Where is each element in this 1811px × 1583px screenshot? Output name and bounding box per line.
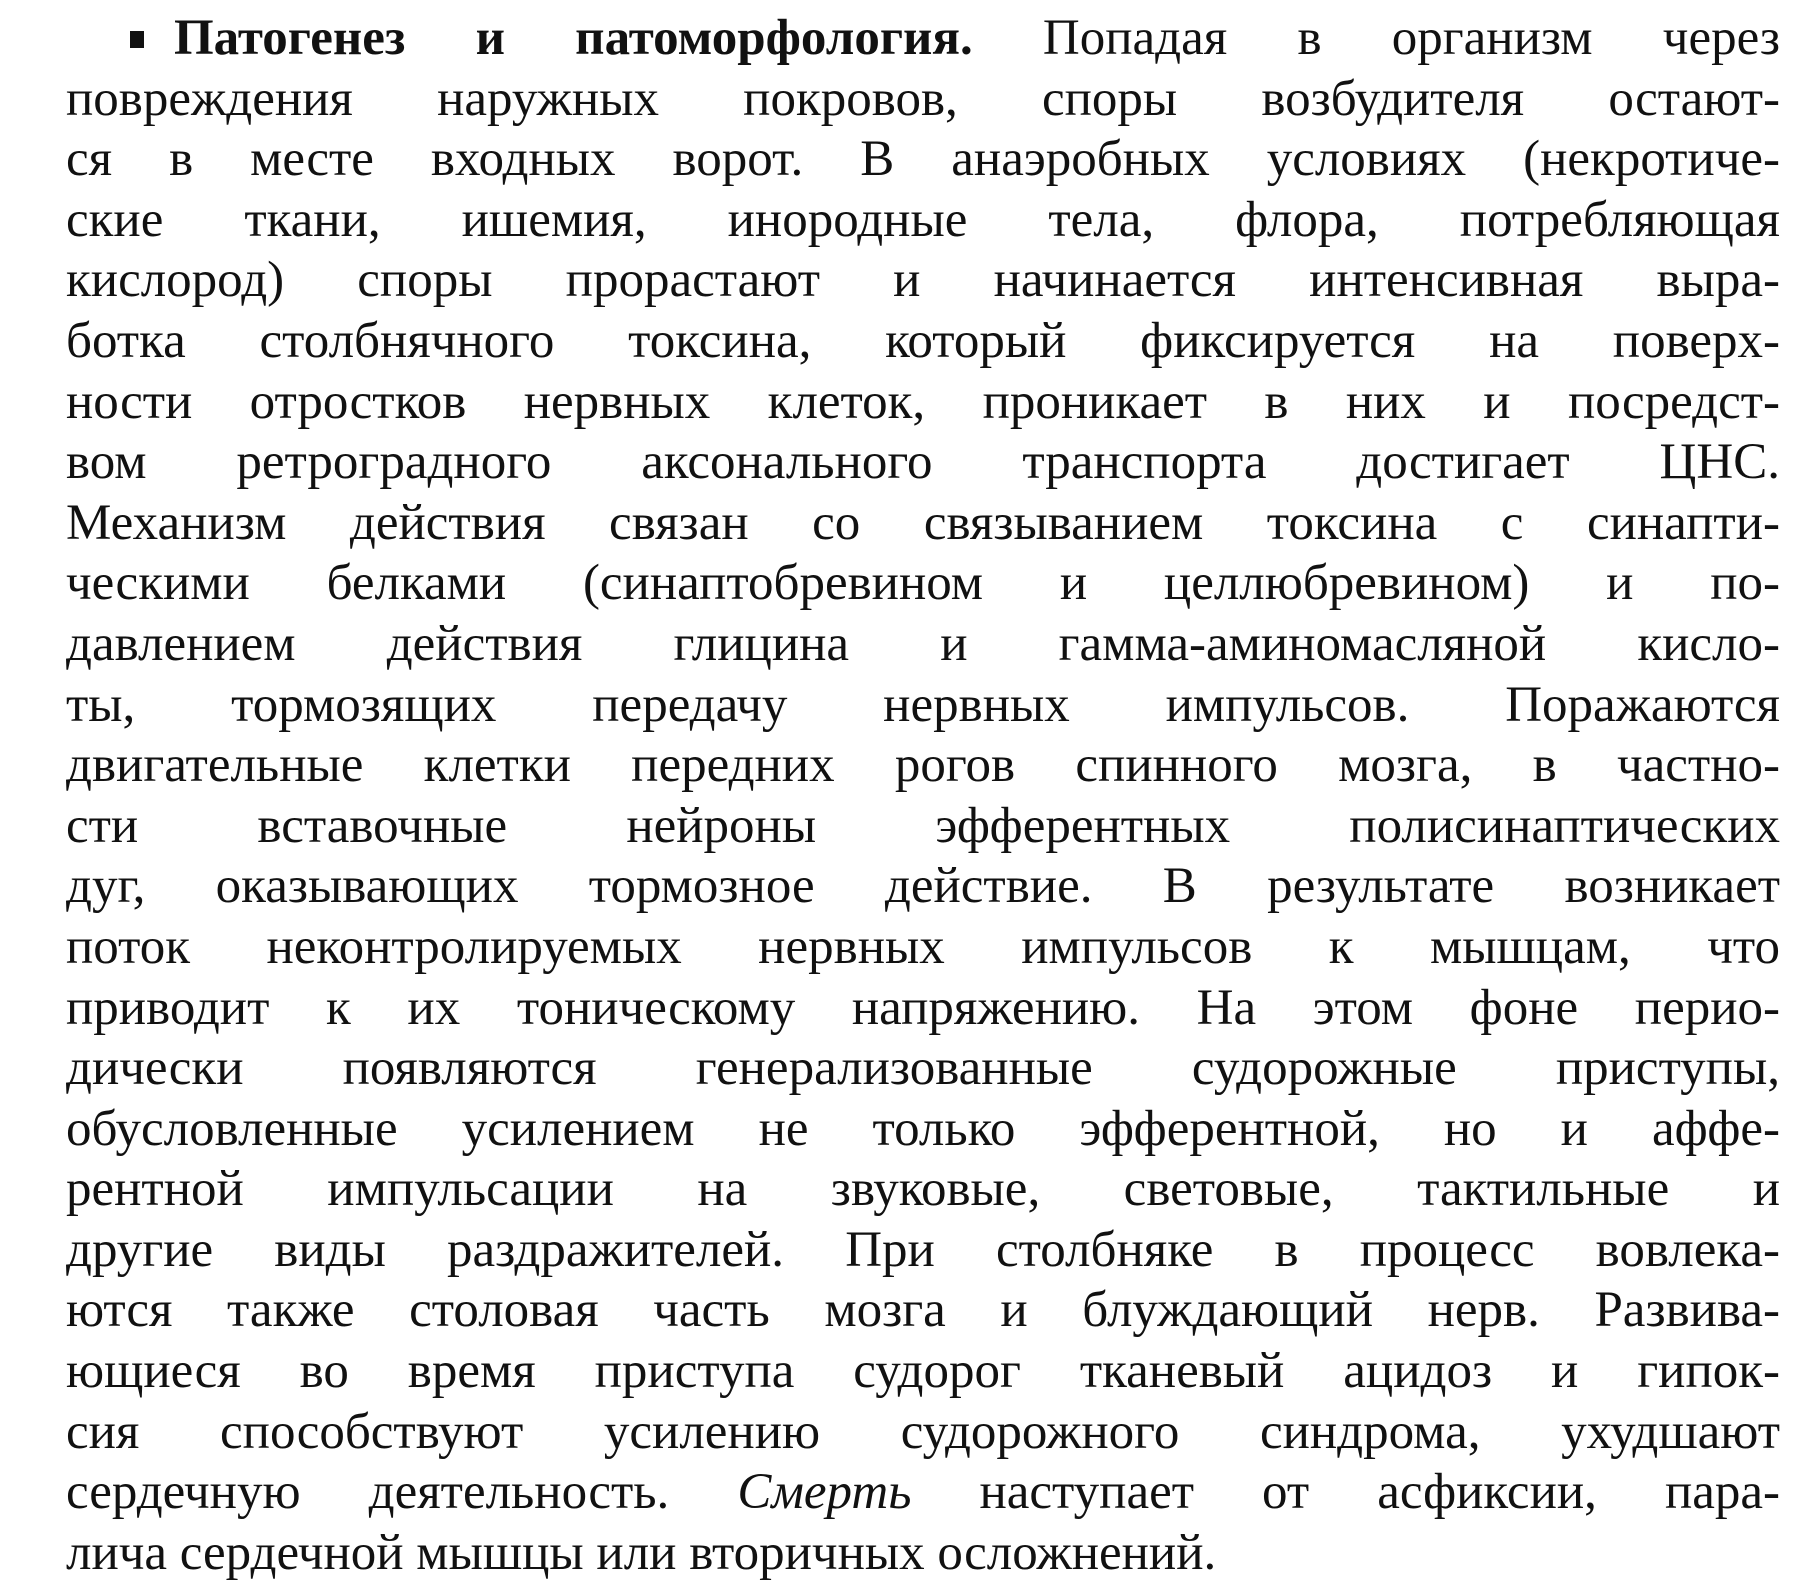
text-line-14: сти вставочные нейроны эфферентных полисинаптических	[66, 797, 1780, 854]
text-line-17: приводит к их тоническому напряжению. На этом фоне перио-	[66, 979, 1780, 1036]
text-line-11: давлением действия глицина и гамма-аминомасляной кисло-	[66, 615, 1780, 672]
text-line-5: кислород) споры прорастают и начинается интенсивная выра-	[66, 252, 1780, 309]
pathogenesis-paragraph	[66, 8, 1780, 1583]
text-line-22: ются также столовая часть мозга и блуждающий нерв. Развива-	[66, 1282, 1780, 1339]
text-line-21: другие виды раздражителей. При столбняке в процесс вовлека-	[66, 1221, 1780, 1278]
emphasized-term: Смерть	[737, 1464, 912, 1521]
text-line-26: лича сердечной мышцы или вторичных осложнений.	[66, 1524, 1217, 1581]
section-heading: Патогенез и патоморфология.	[174, 10, 973, 66]
text-line-12: ты, тормозящих передачу нервных импульсов. Поражаются	[66, 676, 1780, 733]
text-line-8: вом ретроградного аксонального транспорта достигает ЦНС.	[66, 434, 1780, 491]
text-fragment: Попадая в организм через	[1042, 10, 1780, 66]
text-line-2: повреждения наружных покровов, споры возбудителя остают-	[66, 70, 1780, 127]
text-line-15: дуг, оказывающих тормозное действие. В результате возникает	[66, 858, 1780, 915]
text-line-1	[66, 8, 1780, 69]
text-line-24: сия способствуют усилению судорожного синдрома, ухудшают	[66, 1403, 1780, 1460]
text-fragment: наступает от асфиксии, пара-	[979, 1464, 1780, 1521]
text-line-19: обусловленные усилением не только эфферентной, но и аффе-	[66, 1100, 1780, 1157]
text-line-25	[66, 1462, 1780, 1523]
text-line-6: ботка столбнячного токсина, который фиксируется на поверх-	[66, 312, 1780, 369]
text-line-23: ющиеся во время приступа судорог тканевый ацидоз и гипок-	[66, 1343, 1780, 1400]
text-line-3: ся в месте входных ворот. В анаэробных условиях (некротиче-	[66, 131, 1780, 188]
text-line-16: поток неконтролируемых нервных импульсов к мышцам, что	[66, 918, 1780, 975]
text-line-10: ческими белками (синаптобревином и целлюбревином) и по-	[66, 555, 1780, 612]
text-line-18: дически появляются генерализованные судорожные приступы,	[66, 1040, 1780, 1097]
text-line-13: двигательные клетки передних рогов спинного мозга, в частно-	[66, 737, 1780, 794]
text-line-7: ности отростков нервных клеток, проникает в них и посредст-	[66, 373, 1780, 430]
square-bullet-icon	[130, 31, 144, 48]
text-line-4: ские ткани, ишемия, инородные тела, флора, потребляющая	[66, 191, 1780, 248]
text-line-20: рентной импульсации на звуковые, световые, тактильные и	[66, 1161, 1780, 1218]
text-fragment: сердечную деятельность.	[66, 1464, 670, 1521]
text-line-9: Механизм действия связан со связыванием токсина с синапти-	[66, 494, 1780, 551]
